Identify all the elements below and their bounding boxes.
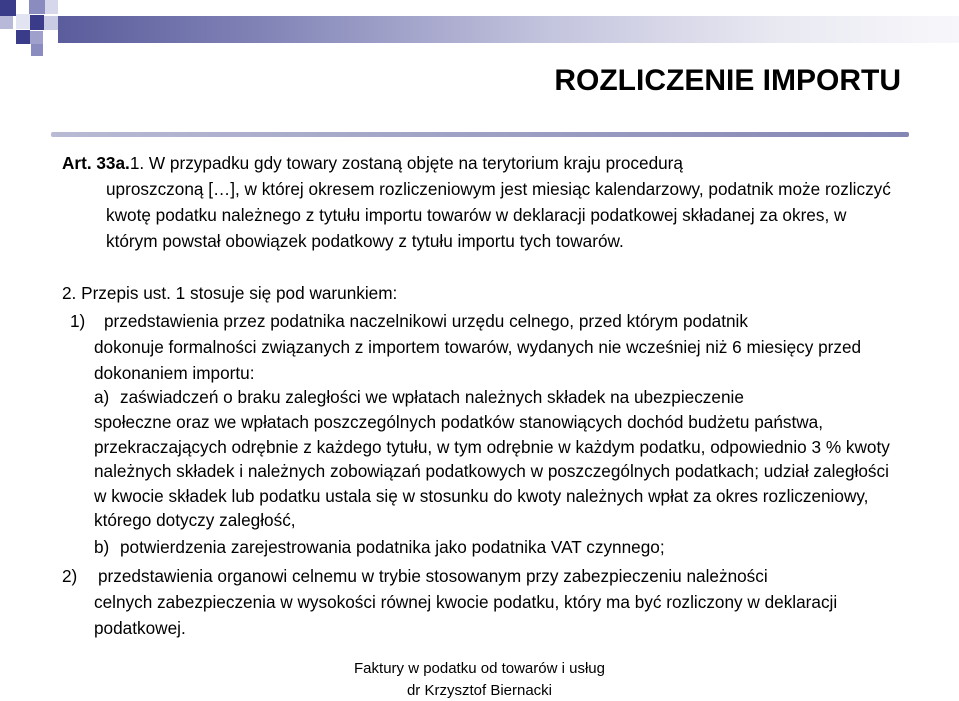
sub-a-first-line: zaświadczeń o braku zaległości we wpłatach należnych składek na ubezpieczenie [120,387,744,407]
slide-title: ROZLICZENIE IMPORTU [554,64,901,97]
point-2: 2. Przepis ust. 1 stosuje się pod warunkiem: [62,283,398,303]
decor-square [16,30,30,44]
decor-square [30,31,43,44]
sub-b-marker: b) [94,537,110,557]
title-rule [51,132,909,137]
article-text-first: 1. W przypadku gdy towary zostaną objęte na terytorium kraju procedurą [129,153,683,173]
sub-a-rest: społeczne oraz we wpłatach poszczególnych podatków stanowiących dochód budżetu państwa, przekraczających odrębnie z każdego tytułu, w tym odrębnie w każdym podatku, odpowiednio 3 % kwoty należnych składek i należnych zobowiązań podatkowych w poszczególnych podatkach; udział zaległości w kwocie składek lub podatku ustala się w stosunku do kwoty należnych wpłat za okres rozliczeniowy, którego dotyczy zaległość, [94,412,890,531]
footer-line-2: dr Krzysztof Biernacki [406,682,553,699]
item-1-marker: 1) [70,311,86,331]
decor-square [45,0,58,14]
decor-square [30,15,44,30]
item-2-marker: 2) [62,566,78,586]
item-2-first-line: przedstawienia organowi celnemu w trybie stosowanym przy zabezpieczeniu należności [98,566,768,586]
item-1-first-line: przedstawienia przez podatnika naczelnikowi urzędu celnego, przed którym podatnik [104,311,748,331]
item-2-rest: celnych zabezpieczenia w wysokości równej kwocie podatku, który ma być rozliczony w deklaracji podatkowej. [94,592,838,638]
decor-square [16,14,30,29]
article-text-rest: uproszczoną […], w której okresem rozliczeniowym jest miesiąc kalendarzowy, podatnik może rozliczyć kwotę podatku należnego z tytułu importu towarów w deklaracji podatkowej składanej za okres, w którym powstał obowiązek podatkowy z tytułu importu tych towarów. [106,179,891,251]
footer-line-1: Faktury w podatku od towarów i usług [354,660,605,677]
header-gradient-band [58,16,959,43]
decor-square [0,16,13,29]
decor-square [0,0,16,16]
header-decoration [0,0,959,60]
decor-square [44,16,58,30]
sub-a-marker: a) [94,387,110,407]
article-label: Art. 33a. [62,153,130,173]
sub-b-text: potwierdzenia zarejestrowania podatnika jako podatnika VAT czynnego; [120,537,665,557]
article-first-line [62,150,912,176]
decor-square [29,0,45,14]
item-1-rest: dokonuje formalności związanych z importem towarów, wydanych nie wcześniej niż 6 miesięcy przed dokonaniem importu: [94,337,862,383]
decor-square [31,44,43,56]
